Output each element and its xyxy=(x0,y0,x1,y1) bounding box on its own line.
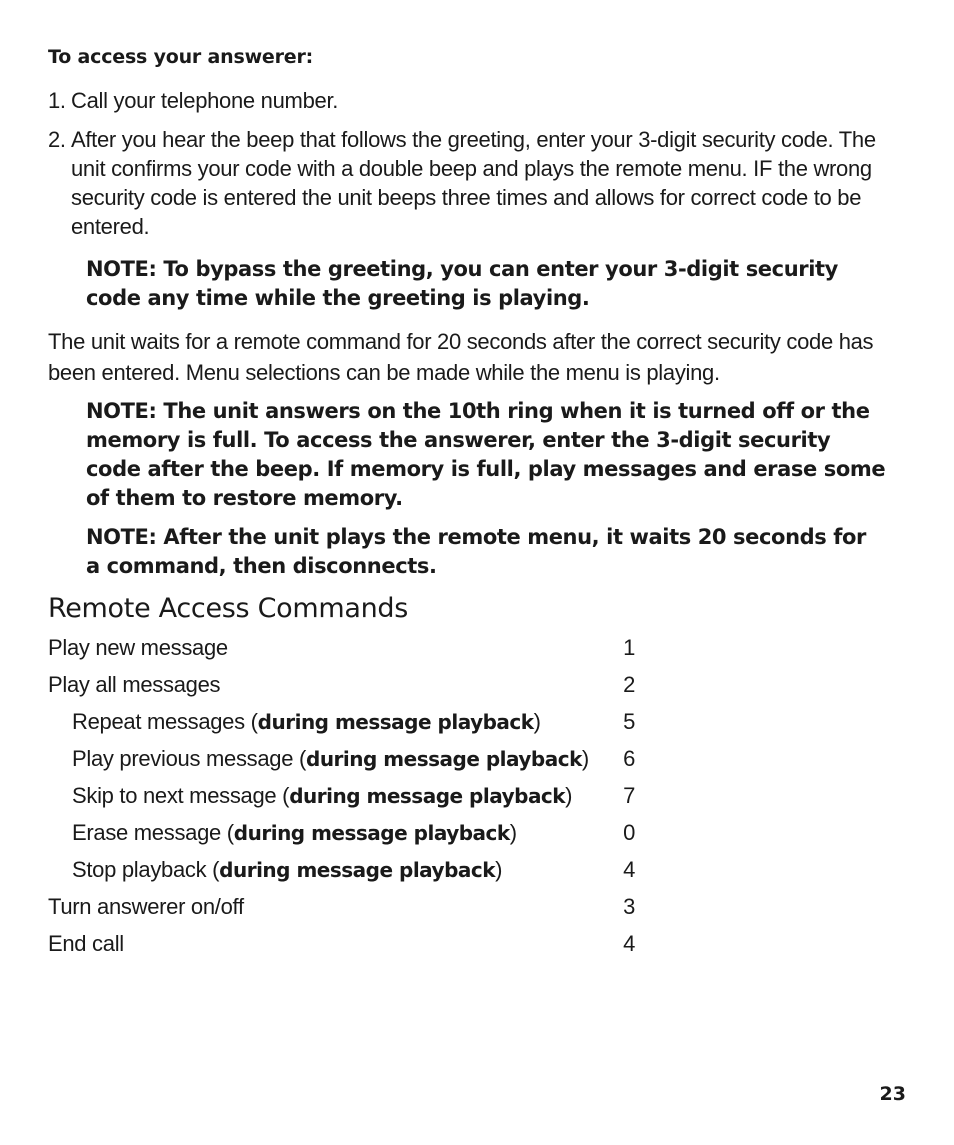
body-paragraph: The unit waits for a remote command for 20 seconds after the correct security code has been entered. Menu selections can be made while the menu is playing. xyxy=(48,329,874,385)
command-qualifier: during message playback xyxy=(219,858,496,882)
command-row: Skip to next message (during message playback) 7 xyxy=(0,781,660,818)
command-key: 5 xyxy=(623,709,635,734)
command-row: Stop playback (during message playback) 4 xyxy=(0,855,660,892)
command-label: Erase message xyxy=(72,820,221,845)
page-number: 23 xyxy=(879,1083,906,1105)
command-row xyxy=(0,929,660,966)
command-row xyxy=(0,633,660,670)
command-qualifier: during message playback xyxy=(289,784,566,808)
step-item xyxy=(48,86,908,115)
step-item xyxy=(48,125,908,241)
command-label: Play new message xyxy=(48,635,228,660)
command-key: 0 xyxy=(623,820,635,845)
command-label: Play all messages xyxy=(48,672,221,697)
command-key: 2 xyxy=(623,672,635,697)
command-key: 7 xyxy=(623,783,635,808)
command-row xyxy=(0,892,660,929)
command-qualifier: during message playback xyxy=(306,747,582,771)
command-key: 6 xyxy=(623,746,635,771)
command-label: Skip to next message xyxy=(72,783,277,808)
command-label: Turn answerer on/off xyxy=(48,894,244,919)
command-key: 1 xyxy=(623,635,635,660)
command-row: Play previous message (during message playback) 6 xyxy=(0,744,660,781)
command-label: End call xyxy=(48,931,124,956)
command-label: Stop playback xyxy=(72,857,207,882)
command-qualifier: during message playback xyxy=(257,710,534,734)
note-disconnect: NOTE: After the unit plays the remote menu, it waits 20 seconds for a command, then disconnects. xyxy=(86,525,866,578)
command-key: 3 xyxy=(623,894,635,919)
step-text: Call your telephone number. xyxy=(71,88,339,113)
section-heading-access: To access your answerer: xyxy=(48,46,314,68)
note-bypass-greeting: NOTE: To bypass the greeting, you can enter your 3-digit security code any time while the greeting is playing. xyxy=(86,257,838,310)
step-number: 1. xyxy=(48,88,66,113)
note-tenth-ring: NOTE: The unit answers on the 10th ring when it is turned off or the memory is full. To access the answerer, enter the 3-digit security code after the beep. If memory is full, play messages and erase some of them to restore memory. xyxy=(86,399,886,510)
step-number: 2. xyxy=(48,127,66,152)
command-label: Repeat messages xyxy=(72,709,245,734)
command-qualifier: during message playback xyxy=(233,821,510,845)
step-text: After you hear the beep that follows the greeting, enter your 3-digit security code. The unit confirms your code with a double beep and plays the remote menu. IF the wrong security code is entered the unit beeps three times and allows for correct code to be entered. xyxy=(71,127,876,239)
command-key: 4 xyxy=(623,931,635,956)
command-row xyxy=(0,670,660,707)
command-label: Play previous message xyxy=(72,746,294,771)
command-row: Repeat messages (during message playback) 5 xyxy=(0,707,660,744)
command-key: 4 xyxy=(623,857,635,882)
section-title-remote-commands: Remote Access Commands xyxy=(48,593,409,624)
command-row: Erase message (during message playback) 0 xyxy=(0,818,660,855)
